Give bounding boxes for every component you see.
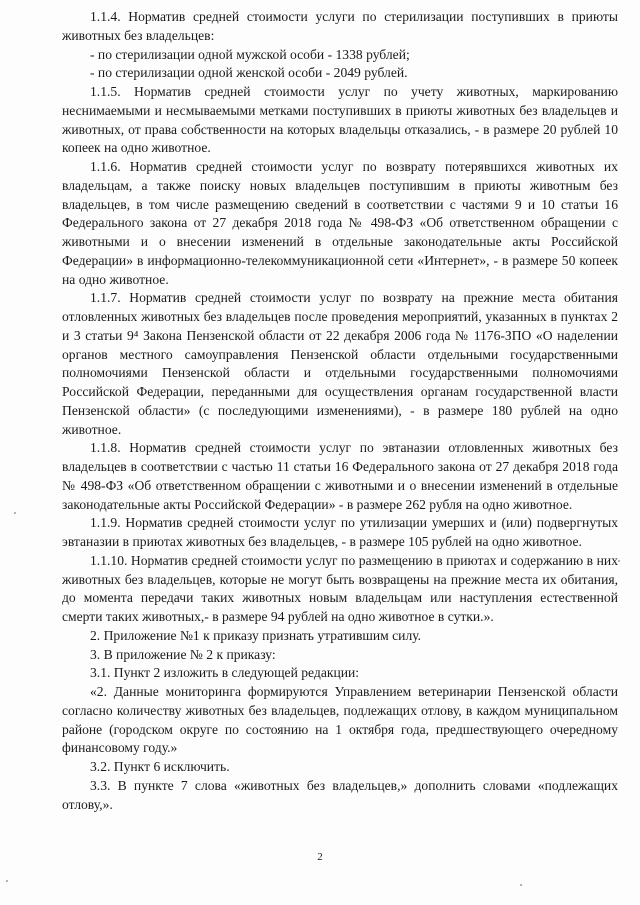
paragraph-1-1-7: 1.1.7. Норматив средней стоимости услуг по возврату на прежние места обитания отловленных животных без владельцев после проведения мероприятий, указанных в пунктах 2 и 3 статьи 9⁴ Закона Пензенской области от 22 декабря 2006 года № 1176-ЗПО «О наделении органов местного самоуправления Пензенской области отдельными государственными полномочиями Пензенской области и отдельными государственными полномочиями Российской Федерации, переданными для осуществления органам государственной власти Пензенской области» (с последующими изменениями), - в размере 180 рублей на одно животное. <box>62 290 618 437</box>
scan-speck <box>520 884 522 886</box>
paragraph-3-3: 3.3. В пункте 7 слова «животных без владельцев,» дополнить словами «подлежащих отлову,». <box>62 777 618 812</box>
paragraph-3-1: 3.1. Пункт 2 изложить в следующей редакции: <box>90 665 360 681</box>
paragraph-3-2: 3.2. Пункт 6 исключить. <box>90 759 230 774</box>
paragraph-quoted-item-2: «2. Данные мониторинга формируются Управлением ветеринарии Пензенской области согласно количеству животных без владельцев, подлежащих отлову, в каждом муниципальном районе (городском округе по состоянию на 1 октября года, предшествующего очередному финансовому году.» <box>62 684 618 756</box>
paragraph-3: 3. В приложение № 2 к приказу: <box>90 646 276 662</box>
paragraph-1-1-9: 1.1.9. Норматив средней стоимости услуг по утилизации умерших и (или) подвергнутых эвтаназии в приютах животных без владельцев, - в размере 105 рублей на одно животное. <box>62 515 618 549</box>
scan-speck <box>618 560 620 562</box>
scan-speck <box>14 512 16 514</box>
paragraph-male-sterilization: - по стерилизации одной мужской особи - 1338 рублей; <box>90 46 410 62</box>
paragraph-female-sterilization: - по стерилизации одной женской особи - 2049 рублей. <box>90 65 408 81</box>
page-number: 2 <box>317 851 323 863</box>
paragraph-1-1-6: 1.1.6. Норматив средней стоимости услуг по возврату потерявшихся животных их владельцам, а также поиску новых владельцев поступившим в приюты животным без владельцев, в том числе размещению сведений в соответствии с частями 9 и 10 статьи 16 Федерального закона от 27 декабря 2018 года № 498-ФЗ «Об ответственном обращении с животными и о внесении изменений в отдельные законодательные акты Российской Федерации» в информационно-телекоммуникационной сети «Интернет», - в размере 50 копеек на одно животное. <box>62 159 618 287</box>
paragraph-1-1-4: 1.1.4. Норматив средней стоимости услуги по стерилизации поступивших в приюты животных без владельцев: <box>62 9 618 43</box>
scan-speck <box>6 880 8 882</box>
paragraph-1-1-10: 1.1.10. Норматив средней стоимости услуг по размещению в приютах и содержанию в них животных без владельцев, которые не могут быть возвращены на прежние места их обитания, до момента передачи таких животных новым владельцам или наступления естественной смерти таких животных,- в размере 94 рублей на одно животное в сутки.». <box>62 552 618 624</box>
paragraph-1-1-5: 1.1.5. Норматив средней стоимости услуг по учету животных, маркированию неснимаемыми и несмываемыми метками поступивших в приюты животных без владельцев и животных, от права собственности на которых владельцы отказались, - в размере 20 рублей 10 копеек на одно животное. <box>62 84 618 156</box>
paragraph-1-1-8: 1.1.8. Норматив средней стоимости услуг по эвтаназии отловленных животных без владельцев в соответствии с частью 11 статьи 16 Федерального закона от 27 декабря 2018 года № 498-ФЗ «Об ответственном обращении с животными и о внесении изменений в отдельные законодательные акты Российской Федерации» - в размере 262 рубля на одно животное. <box>62 440 618 512</box>
paragraph-2: 2. Приложение №1 к приказу признать утратившим силу. <box>90 627 422 643</box>
